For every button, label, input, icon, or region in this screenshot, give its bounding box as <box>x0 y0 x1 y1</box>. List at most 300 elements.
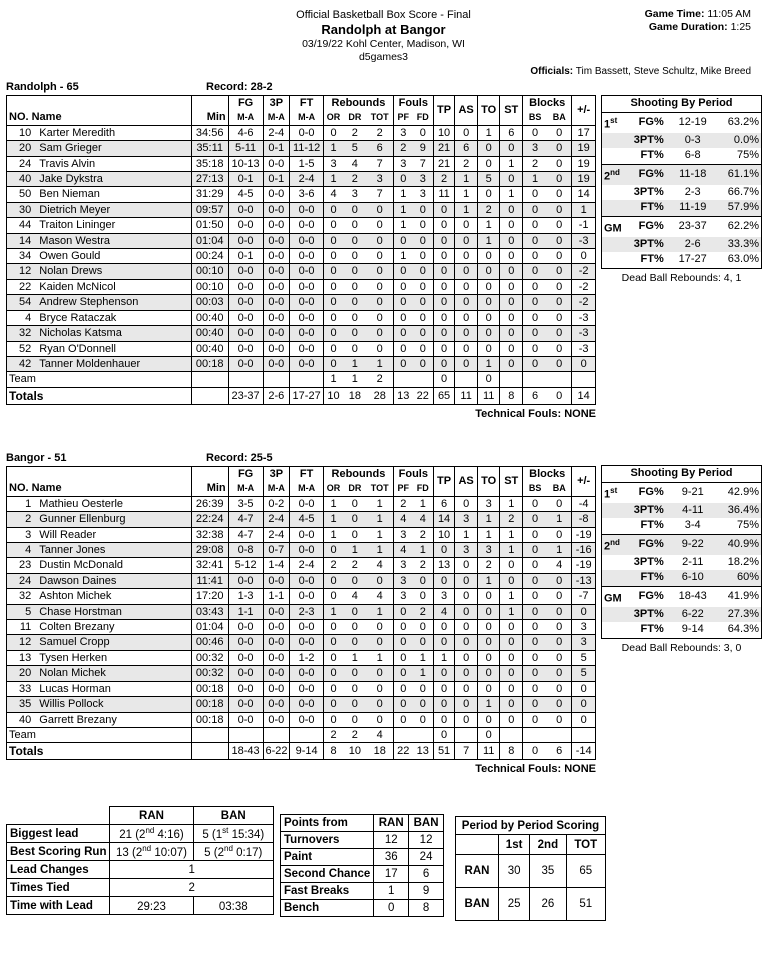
shooting-row <box>602 518 762 534</box>
player-as: 0 <box>455 666 478 681</box>
gs-col-ban: BAN <box>193 807 274 825</box>
player-row <box>7 156 596 171</box>
player-plus-minus: 0 <box>572 681 596 696</box>
player-number: 54 <box>7 295 38 310</box>
player-st: 0 <box>500 264 523 279</box>
team-name-score: Randolph - 65 <box>6 81 79 93</box>
player-fd: 0 <box>419 126 426 139</box>
shooting-stat: 3PT% <box>624 133 666 149</box>
player-to: 0 <box>477 187 500 202</box>
gs-label: Best Scoring Run <box>7 843 110 861</box>
player-fd: 1 <box>419 497 426 510</box>
player-tot: 0 <box>367 326 394 341</box>
player-tot: 3 <box>367 172 394 187</box>
shooting-period: GM <box>604 592 622 605</box>
period-scoring-table <box>455 816 606 921</box>
game-stat-row <box>7 897 274 915</box>
col-fg: FG <box>228 96 263 111</box>
player-name: Tysen Herken <box>39 651 108 664</box>
player-or: 1 <box>324 172 343 187</box>
col-fg-ma: M-A <box>228 110 263 125</box>
player-as: 0 <box>455 573 478 588</box>
player-min: 35:18 <box>191 156 228 171</box>
player-tp: 0 <box>433 341 455 356</box>
player-bs: 0 <box>523 697 548 712</box>
player-as: 0 <box>455 310 478 325</box>
player-pf: 0 <box>393 697 412 712</box>
player-st: 0 <box>500 697 523 712</box>
game-duration: 1:25 <box>730 21 751 33</box>
player-dr: 0 <box>343 264 367 279</box>
player-number: 24 <box>7 573 38 588</box>
player-ba: 0 <box>556 682 563 695</box>
player-or: 0 <box>324 589 343 604</box>
player-st: 6 <box>500 125 523 140</box>
player-number: 42 <box>7 356 38 371</box>
col-ba: BA <box>552 483 566 494</box>
player-number: 22 <box>19 280 32 293</box>
player-or: 0 <box>324 681 343 696</box>
player-or: 0 <box>324 620 343 635</box>
player-pf: 0 <box>393 681 412 696</box>
player-tot: 1 <box>376 651 383 664</box>
shooting-by-period-randolph <box>601 95 762 284</box>
totals-min <box>191 743 228 760</box>
player-fg: 0-0 <box>228 310 263 325</box>
player-ba: 0 <box>547 604 572 619</box>
team-label: Team <box>9 728 36 741</box>
player-3p: 0-0 <box>263 310 290 325</box>
player-3p: 0-0 <box>263 650 290 665</box>
shooting-pct: 75% <box>736 149 759 162</box>
player-ft: 0-0 <box>290 681 324 696</box>
totals-row <box>7 387 596 404</box>
player-dr: 2 <box>343 172 367 187</box>
player-name: Owen Gould <box>39 250 101 263</box>
player-st: 0 <box>500 712 523 727</box>
gs-label: Time with Lead <box>7 897 110 915</box>
shooting-stat: FG% <box>638 485 664 498</box>
player-min: 00:40 <box>191 310 228 325</box>
gs-ban-value: 5 (2nd 0:17) <box>193 843 274 861</box>
player-name: Mathieu Oesterle <box>39 497 124 510</box>
col-st: ST <box>500 96 523 126</box>
shooting-stat: 3PT% <box>624 607 666 623</box>
player-ba: 1 <box>547 543 572 558</box>
player-tp: 21 <box>433 156 455 171</box>
player-plus-minus: -19 <box>572 558 596 573</box>
player-fd: 0 <box>413 295 434 310</box>
col-tp: TP <box>433 467 455 497</box>
col-3p: 3P <box>263 467 290 482</box>
player-as: 0 <box>455 620 478 635</box>
totals-or: 8 <box>324 743 343 760</box>
player-tot: 1 <box>376 528 383 541</box>
player-tot: 1 <box>367 512 394 527</box>
player-fg: 10-13 <box>228 156 263 171</box>
player-ba: 0 <box>547 264 572 279</box>
player-tp: 3 <box>433 589 455 604</box>
player-fd: 0 <box>413 202 434 217</box>
player-number: 23 <box>19 559 32 572</box>
player-bs: 2 <box>523 156 548 171</box>
game-duration-label: Game Duration: <box>648 21 728 33</box>
player-plus-minus: -19 <box>572 527 596 542</box>
totals-ba: 0 <box>556 389 563 402</box>
player-tot: 0 <box>376 280 383 293</box>
gs-ban-value: 03:38 <box>193 897 274 915</box>
player-min: 34:56 <box>191 125 228 140</box>
player-to: 1 <box>477 218 500 233</box>
technical-fouls: Technical Fouls: NONE <box>475 763 596 776</box>
player-or: 1 <box>324 604 343 619</box>
player-fd: 0 <box>419 342 426 355</box>
totals-as: 7 <box>455 743 478 760</box>
player-to: 2 <box>477 558 500 573</box>
shooting-stat: 3PT% <box>624 237 666 253</box>
player-row <box>7 573 596 588</box>
player-tp: 0 <box>433 543 455 558</box>
player-ba: 0 <box>556 497 563 510</box>
player-number: 52 <box>19 342 32 355</box>
player-row <box>7 249 596 264</box>
player-row <box>7 589 596 604</box>
player-min: 29:08 <box>191 543 228 558</box>
player-bs: 0 <box>523 356 548 371</box>
player-or: 0 <box>324 573 343 588</box>
player-ba: 4 <box>556 559 563 572</box>
shooting-stat: FG% <box>638 115 664 128</box>
player-as: 0 <box>455 604 478 619</box>
totals-min <box>191 387 228 404</box>
player-fd: 2 <box>419 559 426 572</box>
ps-col-header: TOT <box>566 835 605 855</box>
player-or: 0 <box>324 712 343 727</box>
player-or: 0 <box>324 295 343 310</box>
player-name: Willis Pollock <box>37 697 191 712</box>
player-dr: 0 <box>351 682 358 695</box>
player-number: 1 <box>25 497 32 510</box>
shooting-stat: FG% <box>624 534 666 555</box>
player-to: 0 <box>477 264 500 279</box>
player-bs: 0 <box>523 527 548 542</box>
player-or: 0 <box>324 543 343 558</box>
player-tot: 1 <box>367 604 394 619</box>
col-tp: TP <box>433 96 455 126</box>
team-or: 2 <box>324 727 343 742</box>
player-name: Nicholas Katsma <box>37 326 191 341</box>
period-score-row <box>456 855 606 888</box>
player-to: 1 <box>477 573 500 588</box>
player-st: 0 <box>500 573 523 588</box>
player-tp: 0 <box>433 697 455 712</box>
player-ba: 0 <box>556 590 563 603</box>
shooting-pct: 33.3% <box>720 237 762 253</box>
player-bs: 0 <box>523 620 548 635</box>
player-pf: 3 <box>393 573 412 588</box>
player-ft: 0-0 <box>290 712 324 727</box>
player-or: 2 <box>324 558 343 573</box>
player-fd: 4 <box>413 512 434 527</box>
player-fd: 9 <box>413 141 434 156</box>
player-plus-minus: 17 <box>572 125 596 140</box>
player-pf: 0 <box>393 650 412 665</box>
player-dr: 0 <box>343 326 367 341</box>
shooting-row <box>602 133 762 149</box>
player-to: 0 <box>477 141 500 156</box>
shooting-pct: 63.2% <box>727 115 759 128</box>
game-stat-row <box>7 825 274 843</box>
player-tot: 1 <box>367 356 394 371</box>
player-min: 31:29 <box>191 187 228 202</box>
shooting-made-attempted: 3-4 <box>684 519 701 532</box>
totals-st: 8 <box>500 743 523 760</box>
player-tp: 10 <box>433 527 455 542</box>
player-3p: 2-4 <box>263 125 290 140</box>
player-fd: 0 <box>419 219 426 232</box>
player-bs: 0 <box>523 681 548 696</box>
player-min: 32:38 <box>191 527 228 542</box>
player-fg: 0-0 <box>228 341 263 356</box>
pf-col-ran: RAN <box>374 815 409 832</box>
totals-pm: 14 <box>572 387 596 404</box>
player-3p: 1-4 <box>263 558 290 573</box>
player-fg: 0-0 <box>228 573 263 588</box>
player-tot: 7 <box>376 188 383 201</box>
shooting-stat: FG% <box>638 590 664 603</box>
player-row <box>7 666 596 681</box>
player-ba: 0 <box>556 713 563 726</box>
player-bs: 0 <box>523 666 548 681</box>
player-as: 0 <box>455 249 478 264</box>
player-plus-minus: 19 <box>572 141 596 156</box>
col-no-name: NO. Name <box>7 467 192 497</box>
player-as: 0 <box>455 326 478 341</box>
player-3p: 0-1 <box>263 172 290 187</box>
team-to: 0 <box>477 372 500 387</box>
player-min: 00:10 <box>191 264 228 279</box>
player-pf: 0 <box>393 712 412 727</box>
player-dr: 0 <box>351 219 358 232</box>
player-ba: 1 <box>547 512 572 527</box>
game-title: Randolph at Bangor <box>321 22 446 37</box>
player-plus-minus: 19 <box>572 156 596 171</box>
player-plus-minus: -13 <box>572 573 596 588</box>
player-fg: 0-0 <box>228 295 263 310</box>
player-ft: 0-0 <box>290 233 324 248</box>
player-row <box>7 341 596 356</box>
player-3p: 0-0 <box>263 681 290 696</box>
player-3p: 0-0 <box>263 326 290 341</box>
player-tp: 0 <box>433 620 455 635</box>
player-plus-minus: 0 <box>572 249 596 264</box>
player-fg: 0-1 <box>228 172 263 187</box>
player-number: 4 <box>7 543 38 558</box>
player-3p: 0-0 <box>263 341 290 356</box>
shooting-pct: 66.7% <box>727 185 759 198</box>
player-or: 0 <box>324 326 343 341</box>
player-row <box>7 264 596 279</box>
player-fd: 1 <box>413 543 434 558</box>
pf-col-ban: BAN <box>409 815 444 832</box>
player-name: Samuel Cropp <box>37 635 191 650</box>
player-min: 26:39 <box>191 496 228 511</box>
col-3p-ma: M-A <box>263 481 290 496</box>
totals-to: 11 <box>477 743 500 760</box>
player-ba: 0 <box>556 528 563 541</box>
player-pf: 0 <box>393 172 412 187</box>
player-tp: 0 <box>433 295 455 310</box>
player-to: 0 <box>477 635 500 650</box>
player-pf: 0 <box>393 635 412 650</box>
ps-p2: 26 <box>530 888 566 921</box>
player-or: 0 <box>324 341 343 356</box>
col-as: AS <box>455 96 478 126</box>
player-bs: 0 <box>523 125 548 140</box>
player-min: 01:04 <box>191 620 228 635</box>
player-tot: 0 <box>367 573 394 588</box>
pf-ban-value: 9 <box>409 883 444 900</box>
player-tp: 0 <box>433 310 455 325</box>
player-min: 00:32 <box>191 650 228 665</box>
player-fg: 1-3 <box>228 589 263 604</box>
player-bs: 0 <box>523 589 548 604</box>
player-row <box>7 279 596 294</box>
player-3p: 0-0 <box>263 187 290 202</box>
player-st: 0 <box>500 681 523 696</box>
col-ft-ma: M-A <box>290 110 324 125</box>
gs-ran-value: 21 (2nd 4:16) <box>110 825 193 843</box>
player-as: 1 <box>455 202 478 217</box>
player-ft: 1-5 <box>290 156 324 171</box>
shooting-stat: FT% <box>640 519 664 532</box>
player-dr: 0 <box>351 713 358 726</box>
player-or: 0 <box>324 125 343 140</box>
ps-team: BAN <box>456 888 499 921</box>
player-min: 00:24 <box>191 249 228 264</box>
player-dr: 0 <box>351 250 358 263</box>
player-ba: 0 <box>556 219 563 232</box>
player-fd: 1 <box>413 666 434 681</box>
player-plus-minus: 5 <box>572 666 596 681</box>
player-tp: 2 <box>433 172 455 187</box>
player-tp: 0 <box>433 666 455 681</box>
totals-tp: 65 <box>433 387 455 404</box>
shooting-row <box>602 164 762 185</box>
team-label: Team <box>9 373 36 386</box>
col-rebounds: Rebounds <box>324 96 394 111</box>
player-to: 2 <box>477 202 500 217</box>
player-pf: 4 <box>393 512 412 527</box>
shooting-period-suffix: nd <box>610 537 620 547</box>
player-min: 00:18 <box>191 712 228 727</box>
player-ft: 0-0 <box>290 279 324 294</box>
player-ft: 2-4 <box>290 172 324 187</box>
player-ft: 0-0 <box>290 125 324 140</box>
col-rebounds: Rebounds <box>324 467 394 482</box>
player-min: 00:18 <box>191 697 228 712</box>
shooting-row <box>602 586 762 607</box>
player-dr: 2 <box>351 126 358 139</box>
player-bs: 0 <box>523 712 548 727</box>
shooting-pct: 75% <box>736 519 759 532</box>
player-pf: 0 <box>393 356 412 371</box>
shooting-row <box>602 200 762 216</box>
dead-ball-rebounds: Dead Ball Rebounds: 4, 1 <box>621 271 742 284</box>
player-tp: 0 <box>433 356 455 371</box>
player-or: 1 <box>324 527 343 542</box>
col-3p: 3P <box>263 96 290 111</box>
player-st: 0 <box>500 620 523 635</box>
player-st: 1 <box>500 156 523 171</box>
player-plus-minus: -2 <box>572 295 596 310</box>
ps-tot: 51 <box>566 888 605 921</box>
player-bs: 0 <box>523 249 548 264</box>
player-min: 00:40 <box>191 326 228 341</box>
player-fd: 0 <box>413 264 434 279</box>
player-min: 00:03 <box>191 295 228 310</box>
col-ft-ma: M-A <box>290 481 324 496</box>
player-dr: 1 <box>343 356 367 371</box>
shooting-pct: 0.0% <box>720 133 762 149</box>
player-fd: 0 <box>413 356 434 371</box>
points-from-row <box>281 866 444 883</box>
pf-ban-value: 8 <box>409 900 444 917</box>
pf-ran-value: 36 <box>374 849 409 866</box>
player-as: 0 <box>455 279 478 294</box>
player-name: Kaiden McNicol <box>39 280 116 293</box>
player-fd: 0 <box>413 635 434 650</box>
totals-ba: 6 <box>556 745 563 758</box>
box-score-table <box>6 466 596 760</box>
player-dr: 0 <box>343 202 367 217</box>
player-st: 1 <box>500 496 523 511</box>
player-3p: 0-0 <box>263 712 290 727</box>
totals-or: 10 <box>324 387 343 404</box>
shooting-table <box>601 95 762 269</box>
player-fg: 0-0 <box>228 233 263 248</box>
player-tp: 0 <box>433 202 455 217</box>
player-bs: 0 <box>523 496 548 511</box>
player-fg: 4-7 <box>228 527 263 542</box>
team-name-score: Bangor - 51 <box>6 452 67 464</box>
player-fd: 0 <box>419 713 426 726</box>
player-tot: 0 <box>367 233 394 248</box>
player-dr: 0 <box>343 666 367 681</box>
player-number: 35 <box>7 697 38 712</box>
player-as: 0 <box>455 712 478 727</box>
shooting-period-suffix: st <box>610 115 618 125</box>
player-fd: 0 <box>413 326 434 341</box>
col-fg-ma: M-A <box>228 481 263 496</box>
player-or: 0 <box>324 697 343 712</box>
player-ba: 0 <box>556 651 563 664</box>
player-plus-minus: -3 <box>572 341 596 356</box>
player-fg: 4-6 <box>228 125 263 140</box>
player-fg: 5-12 <box>228 558 263 573</box>
totals-fd: 22 <box>416 389 429 402</box>
player-row <box>7 527 596 542</box>
player-ft: 1-2 <box>290 650 324 665</box>
player-row <box>7 310 596 325</box>
player-fg: 3-5 <box>228 496 263 511</box>
player-row <box>7 650 596 665</box>
player-pf: 3 <box>393 125 412 140</box>
player-dr: 0 <box>343 233 367 248</box>
player-plus-minus: -16 <box>572 543 596 558</box>
player-ft: 0-0 <box>290 249 324 264</box>
player-fg: 0-0 <box>228 620 263 635</box>
